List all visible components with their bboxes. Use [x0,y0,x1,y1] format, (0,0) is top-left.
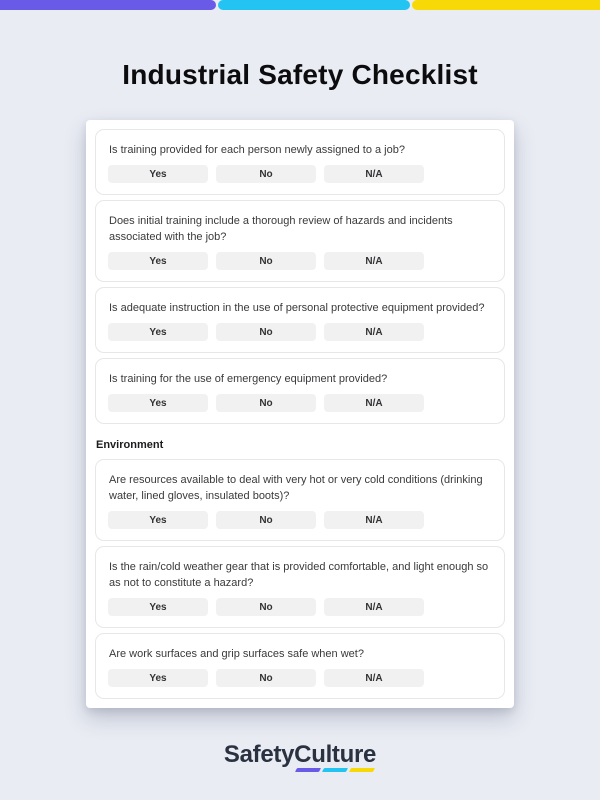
question-text: Is training provided for each person newly assigned to a job? [109,144,405,156]
question-text: Does initial training include a thorough review of hazards and incidents associated with the job? [109,215,453,243]
footer-brand [0,742,600,768]
answer-na-button[interactable]: N/A [324,394,424,412]
question-card-2 [95,200,505,282]
answer-na-button[interactable]: N/A [324,669,424,687]
section-header-environment: Environment [96,439,164,451]
answer-no-button[interactable]: No [216,252,316,270]
brand-wordmark [224,741,376,768]
answer-na-button[interactable]: N/A [324,323,424,341]
question-card-5 [95,459,505,541]
answer-options [108,394,492,412]
answer-yes-button[interactable]: Yes [108,323,208,341]
answer-no-button[interactable]: No [216,394,316,412]
question-card-1 [95,129,505,195]
answer-options [108,252,492,270]
accent-segment-cyan [218,0,410,10]
answer-yes-button[interactable]: Yes [108,511,208,529]
answer-yes-button[interactable]: Yes [108,165,208,183]
answer-options [108,323,492,341]
safetyculture-logo [224,742,376,768]
answer-no-button[interactable]: No [216,511,316,529]
brand-underline-icon [296,768,374,772]
answer-na-button[interactable]: N/A [324,511,424,529]
underline-segment-purple [295,768,321,772]
answer-na-button[interactable]: N/A [324,598,424,616]
answer-yes-button[interactable]: Yes [108,598,208,616]
question-text: Are work surfaces and grip surfaces safe when wet? [109,648,364,660]
answer-yes-button[interactable]: Yes [108,669,208,687]
answer-yes-button[interactable]: Yes [108,252,208,270]
answer-yes-button[interactable]: Yes [108,394,208,412]
question-card-7 [95,633,505,699]
question-card-3 [95,287,505,353]
question-text: Is the rain/cold weather gear that is provided comfortable, and light enough so as not to constitute a hazard? [109,561,489,589]
answer-options [108,669,492,687]
answer-options [108,165,492,183]
brand-part-safety: Safety [223,741,295,768]
answer-no-button[interactable]: No [216,323,316,341]
answer-na-button[interactable]: N/A [324,165,424,183]
accent-segment-yellow [412,0,600,10]
answer-no-button[interactable]: No [216,598,316,616]
underline-segment-yellow [349,768,375,772]
question-card-6 [95,546,505,628]
answer-options [108,511,492,529]
question-card-4 [95,358,505,424]
brand-part-culture: Culture [294,741,377,768]
answer-na-button[interactable]: N/A [324,252,424,270]
page-title: Industrial Safety Checklist [122,59,478,90]
answer-no-button[interactable]: No [216,165,316,183]
question-text: Are resources available to deal with very hot or very cold conditions (drinking water, lined gloves, insulated boots)? [109,474,483,502]
answer-no-button[interactable]: No [216,669,316,687]
underline-segment-cyan [322,768,348,772]
question-text: Is adequate instruction in the use of personal protective equipment provided? [109,302,485,314]
answer-options [108,598,492,616]
question-text: Is training for the use of emergency equipment provided? [109,373,388,385]
accent-segment-purple [0,0,216,10]
top-accent-bar [0,0,600,10]
checklist-sheet [86,120,514,708]
